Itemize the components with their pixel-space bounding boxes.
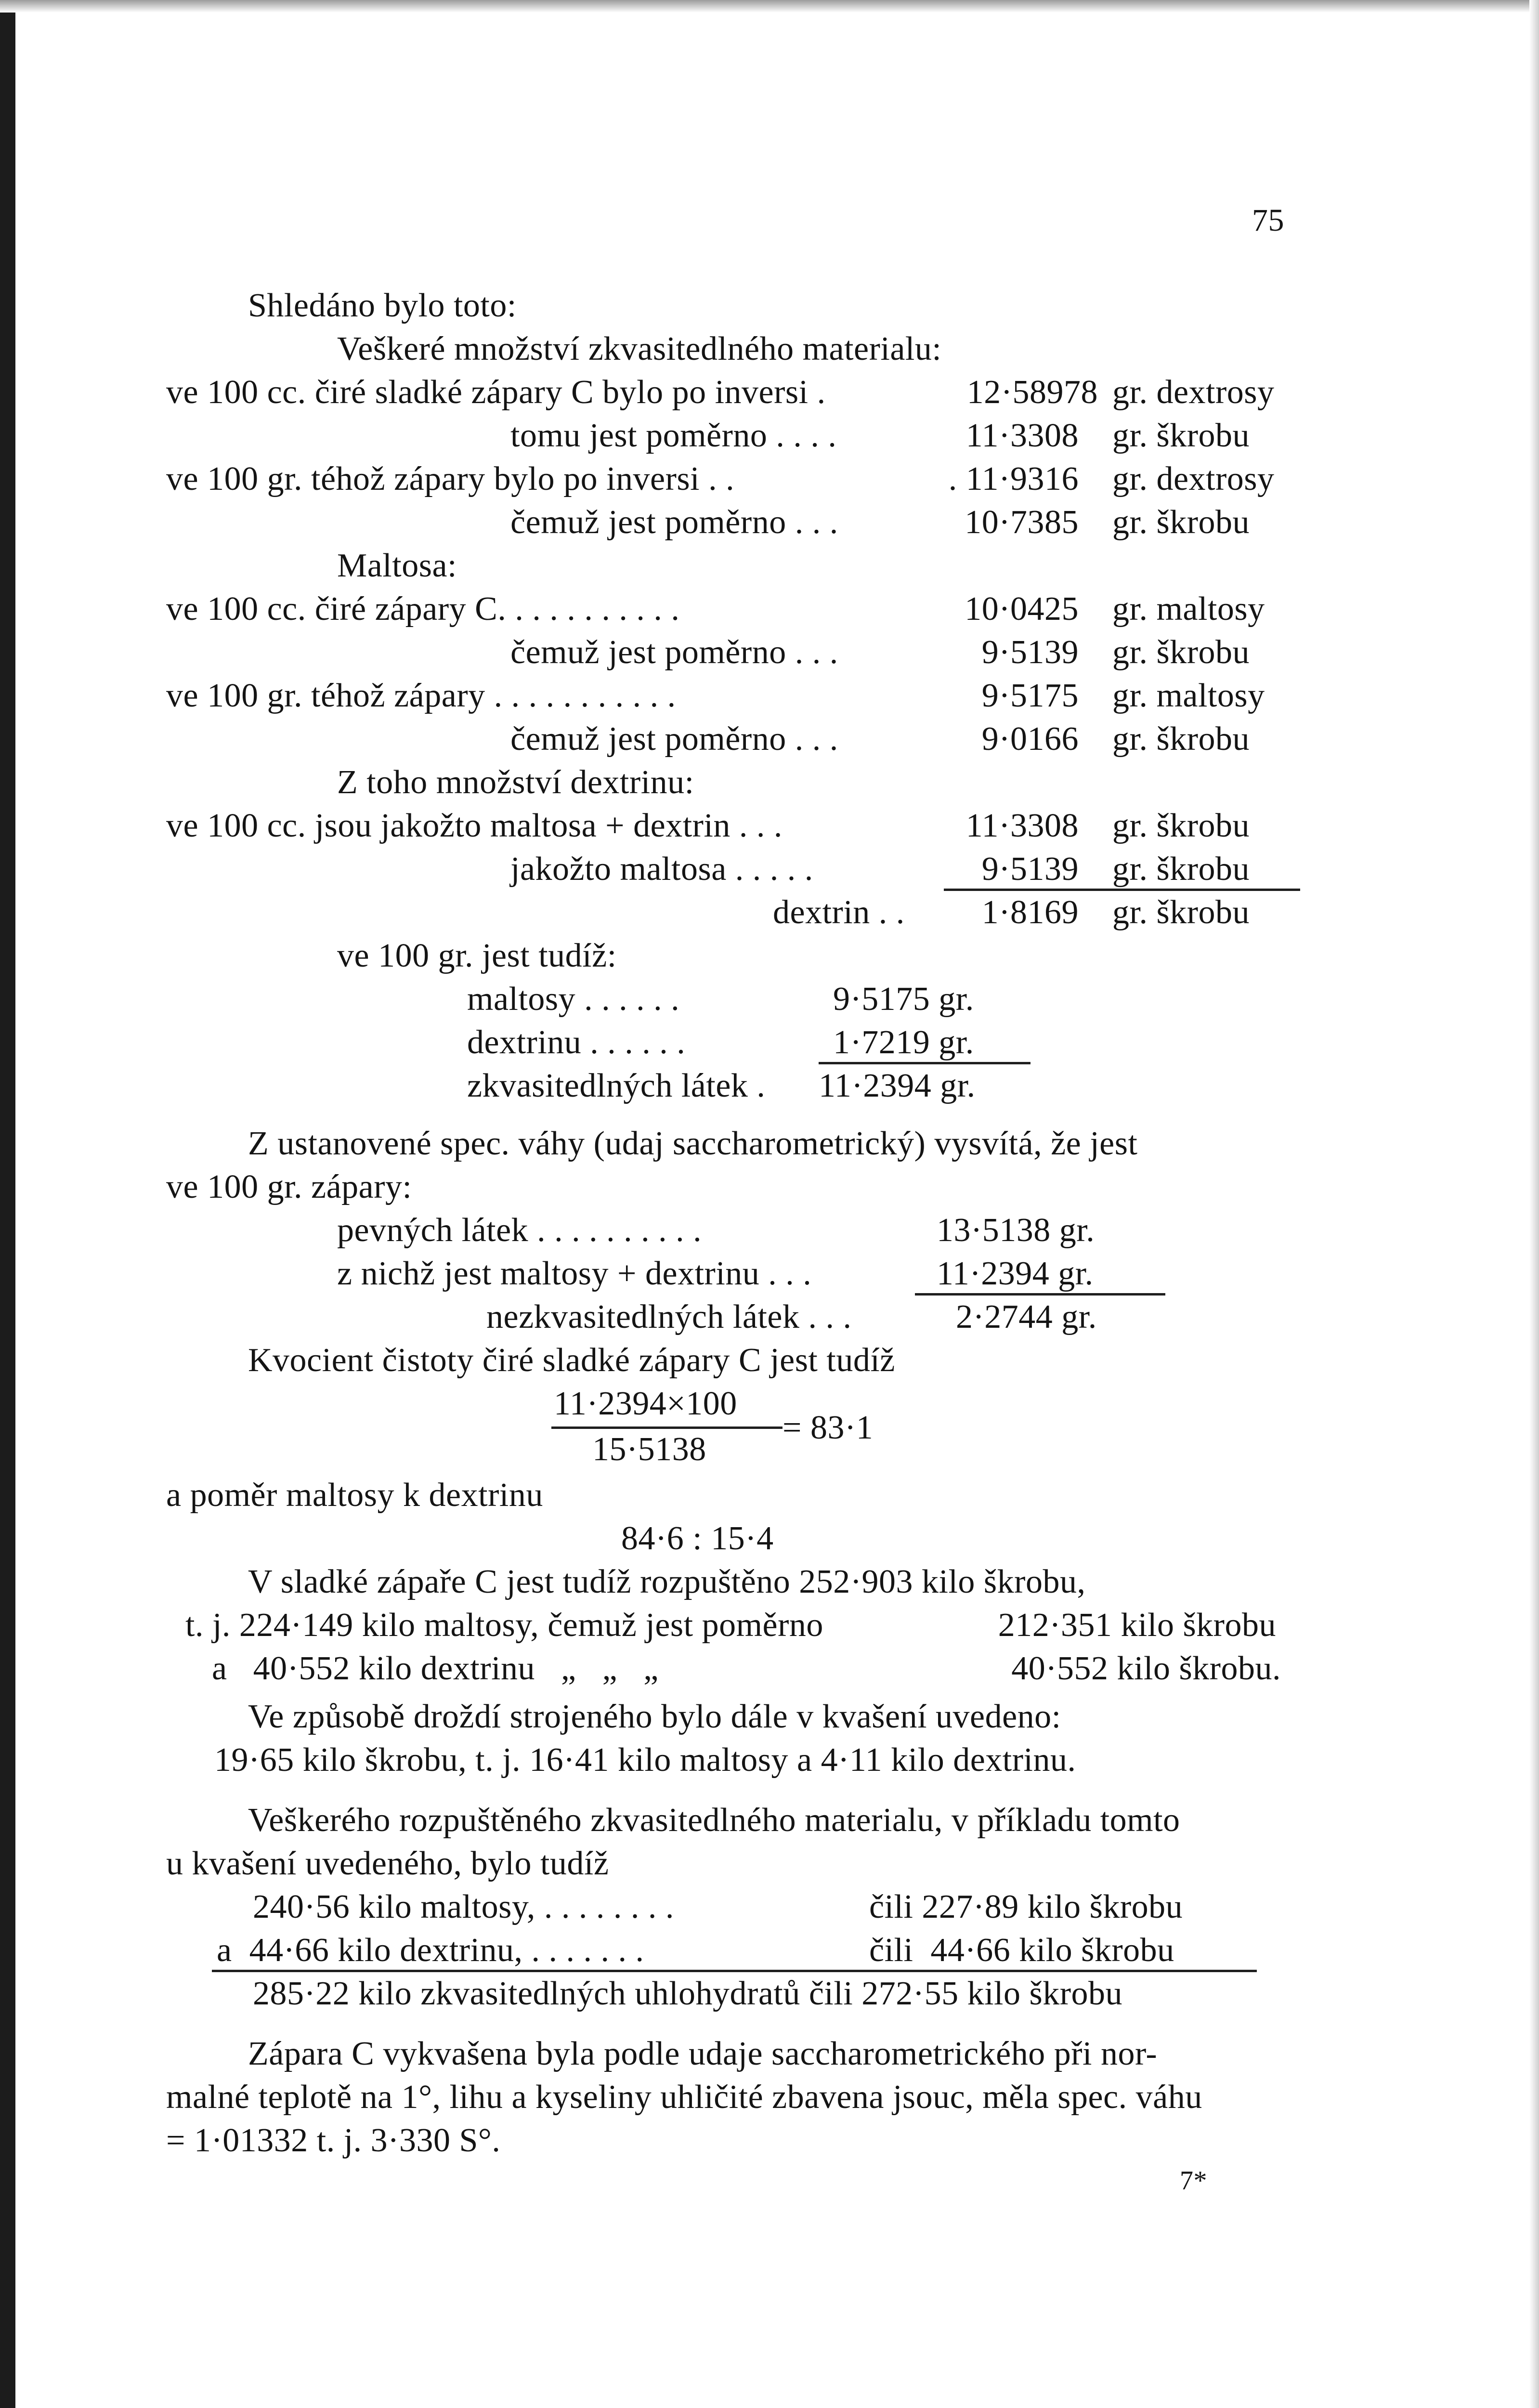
unit-cell: gr. škrobu [1112,417,1250,454]
text-line: ve 100 cc. čiré sladké zápary C bylo po inversi . [166,374,826,411]
value-cell: 40·552 kilo škrobu. [1011,1650,1281,1687]
value-cell: 10·7385 [965,504,1079,541]
text-line: čemuž jest poměrno . . . [510,720,838,758]
text-line: dextrinu . . . . . . [467,1024,686,1061]
text-line: Z toho množství dextrinu: [337,764,694,801]
value-cell: 11·3308 [965,807,1079,844]
unit-cell: gr. škrobu [1112,894,1250,931]
sum-rule [915,1293,1165,1296]
unit-cell: gr. škrobu [1112,807,1250,844]
text-line: 84·6 : 15·4 [621,1520,774,1557]
text-line: 240·56 kilo maltosy, . . . . . . . . [253,1888,674,1925]
fraction-result: = 83·1 [783,1409,874,1446]
value-cell: 1·8169 [981,894,1079,931]
scan-left-edge [0,0,15,2408]
unit-cell: gr. maltosy [1112,677,1265,714]
scan-right-edge [1529,0,1539,2408]
text-line: u kvašení uvedeného, bylo tudíž [166,1845,609,1882]
text-line: Zápara C vykvašena byla podle udaje saccharometrického při nor- [248,2035,1158,2072]
text-line: ve 100 gr. zápary: [166,1168,412,1205]
text-line: a 44·66 kilo dextrinu, . . . . . . . [217,1932,644,1969]
text-line: Maltosa: [337,547,457,584]
value-cell: 9·5139 [981,634,1079,671]
unit-cell: gr. maltosy [1112,590,1265,628]
value-cell: 11·3308 [965,417,1079,454]
unit-cell: gr. škrobu [1112,504,1250,541]
text-line: Z ustanovené spec. váhy (udaj saccharometrický) vysvítá, že jest [248,1125,1138,1162]
text-line: 285·22 kilo zkvasitedlných uhlohydratů čili 272·55 kilo škrobu [253,1975,1123,2012]
text-line: Ve způsobě droždí strojeného bylo dále v kvašení uvedeno: [248,1698,1061,1735]
page-number: 75 [1252,203,1284,238]
unit-cell: gr. dextrosy [1112,374,1275,411]
text-line: čemuž jest poměrno . . . [510,504,838,541]
text-line: Veškerého rozpuštěného zkvasitedlného materialu, v příkladu tomto [248,1802,1180,1839]
text-line: ve 100 cc. jsou jakožto maltosa + dextrin . . . [166,807,783,844]
text-line: 19·65 kilo škrobu, t. j. 16·41 kilo maltosy a 4·11 kilo dextrinu. [214,1741,1076,1779]
text-line: ve 100 gr. jest tudíž: [337,937,617,974]
value-cell: 9·5139 [981,851,1079,888]
text-line: = 1·01332 t. j. 3·330 S°. [166,2122,501,2159]
text-line: ve 100 gr. téhož zápary . . . . . . . . . . . [166,677,676,714]
text-line: Shledáno bylo toto: [248,287,517,324]
fraction-denominator: 15·5138 [592,1431,706,1468]
value-cell: 212·351 kilo škrobu [998,1607,1276,1644]
sum-rule [212,1970,1257,1972]
value-cell: čili 44·66 kilo škrobu [869,1932,1174,1969]
text-line: zkvasitedlných látek . [467,1067,766,1104]
value-cell: 11·2394 gr. [819,1067,976,1104]
unit-cell: gr. dextrosy [1112,460,1275,497]
value-cell: 2·2744 gr. [956,1298,1097,1335]
value-cell: 12·58978 [966,374,1098,411]
value-cell: čili 227·89 kilo škrobu [869,1888,1183,1925]
value-cell: 1·7219 gr. [833,1024,974,1061]
text-line: tomu jest poměrno . . . . [510,417,837,454]
text-line: nezkvasitedlných látek . . . [486,1298,852,1335]
value-cell: 9·0166 [981,720,1079,758]
unit-cell: gr. škrobu [1112,634,1250,671]
sum-rule [944,889,1300,891]
value-cell: 9·5175 gr. [833,981,974,1018]
unit-cell: gr. škrobu [1112,720,1250,758]
scan-top-edge [0,0,1539,13]
value-cell: 11·2394 gr. [937,1255,1094,1292]
signature-mark: 7* [1180,2166,1207,2196]
fraction-numerator: 11·2394×100 [554,1385,737,1422]
text-line: V sladké zápaře C jest tudíž rozpuštěno 252·903 kilo škrobu, [248,1563,1086,1600]
text-line: Veškeré množství zkvasitedlného materialu: [337,330,942,367]
value-cell: 9·5175 [981,677,1079,714]
text-line: čemuž jest poměrno . . . [510,634,838,671]
text-line: ve 100 cc. čiré zápary C. . . . . . . . . . . [166,590,680,628]
text-line: ve 100 gr. téhož zápary bylo po inversi . . [166,460,735,497]
text-line: malné teplotě na 1°, lihu a kyseliny uhličité zbavena jsouc, měla spec. váhu [166,2079,1202,2116]
text-line: jakožto maltosa . . . . . [510,851,813,888]
text-line: maltosy . . . . . . [467,981,680,1018]
text-line: a poměr maltosy k dextrinu [166,1477,543,1514]
sum-rule [819,1062,1030,1064]
value-cell: . 11·9316 [948,460,1079,497]
value-cell: 10·0425 [965,590,1079,628]
text-line: z nichž jest maltosy + dextrinu . . . [337,1255,812,1292]
text-line: pevných látek . . . . . . . . . . [337,1212,702,1249]
fraction-bar [551,1426,783,1429]
value-cell: 13·5138 gr. [937,1212,1095,1249]
text-line: Kvocient čistoty čiré sladké zápary C jest tudíž [248,1342,895,1379]
text-line: a 40·552 kilo dextrinu „ „ „ [212,1650,659,1687]
unit-cell: gr. škrobu [1112,851,1250,888]
text-line: dextrin . . [773,894,905,931]
text-line: t. j. 224·149 kilo maltosy, čemuž jest poměrno [185,1607,823,1644]
